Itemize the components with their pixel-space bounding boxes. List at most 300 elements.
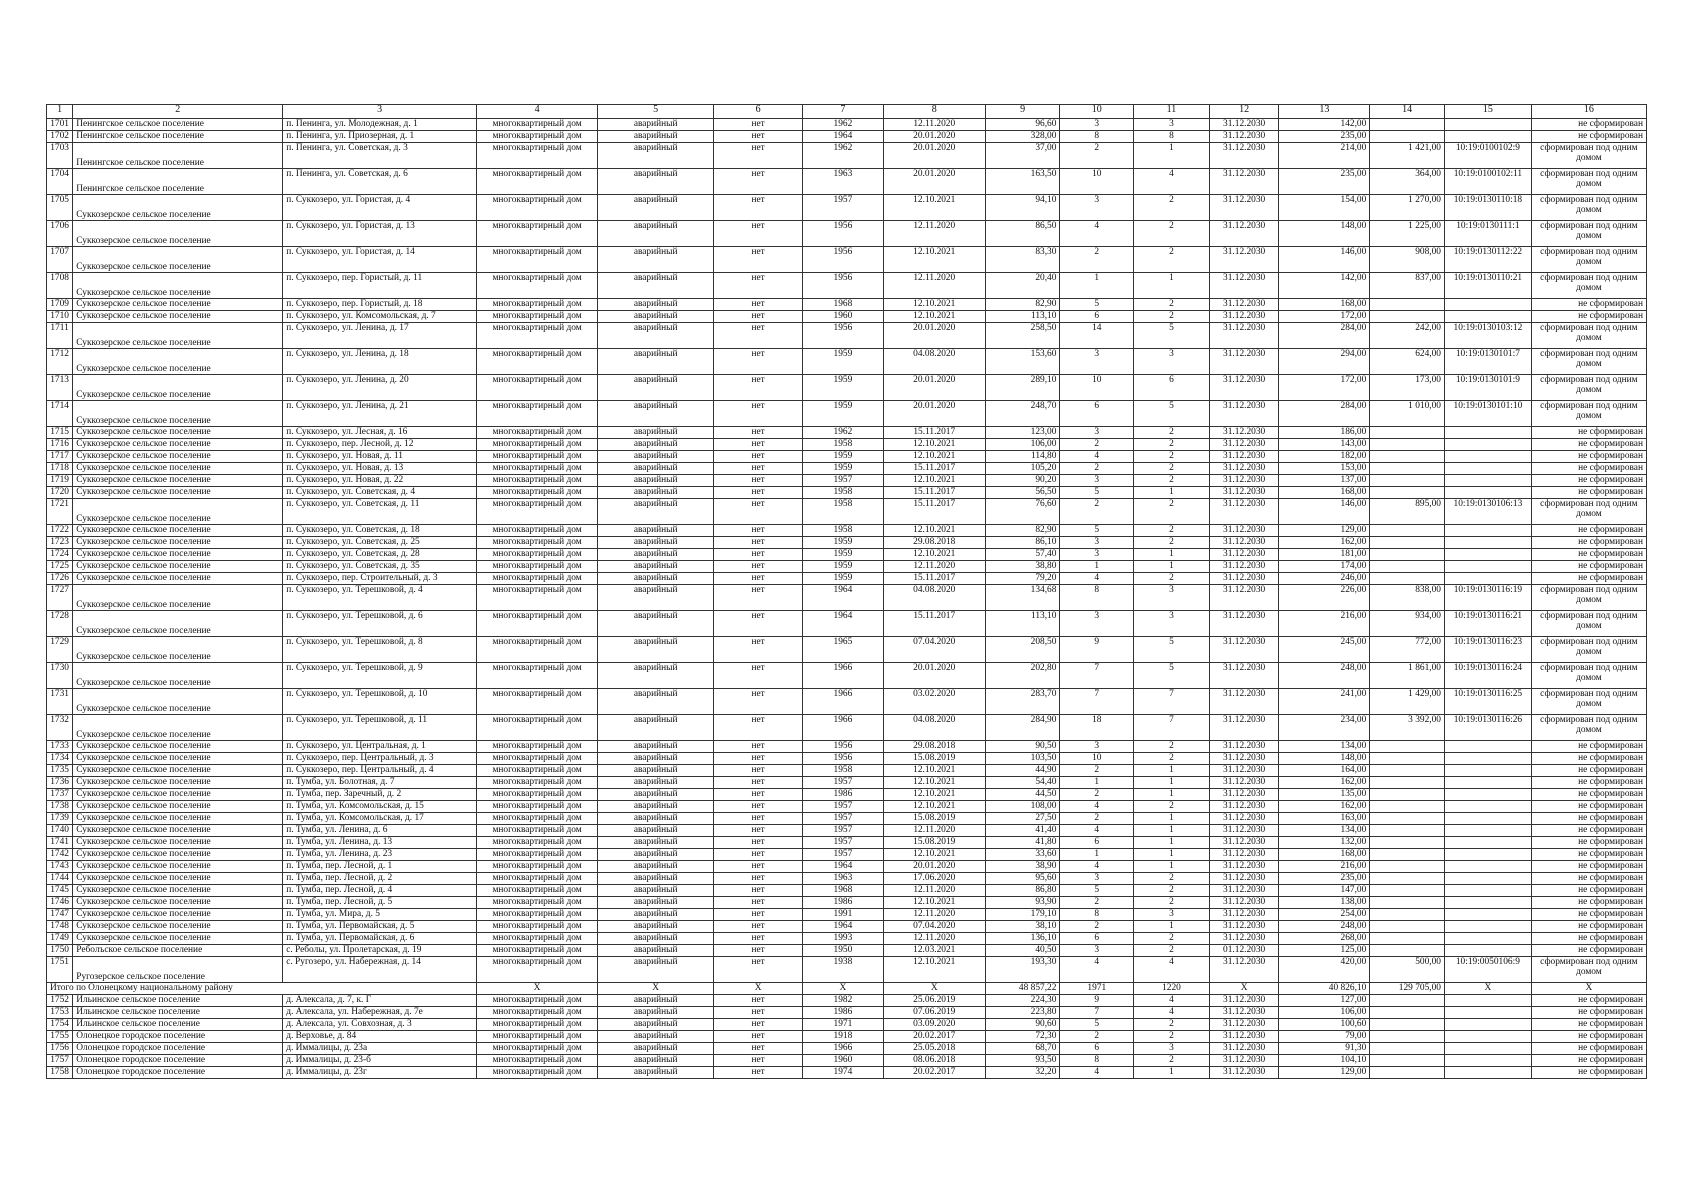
cell-recognition-date: 12.11.2020 (883, 909, 985, 921)
column-number-1: 1 (47, 105, 73, 119)
cell-area: 224,30 (985, 995, 1060, 1007)
cell-flag: нет (714, 451, 803, 463)
cell-row-number: 1752 (47, 995, 73, 1007)
cell-cadastral-number: 10:19:0130116:24 (1444, 663, 1531, 689)
cell-address: д. Алексала, ул. Совхозная, д. 3 (283, 1019, 477, 1031)
cell-building-type: многоквартирный дом (477, 451, 598, 463)
cell-area: 90,50 (985, 741, 1060, 753)
cell-recognition-date: 15.11.2017 (883, 573, 985, 585)
cell-flats: 2 (1134, 753, 1210, 765)
cell-flag: нет (714, 525, 803, 537)
cell-land-status: не сформирован (1531, 825, 1646, 837)
cell-status: аварийный (598, 401, 714, 427)
cell-flag: нет (714, 537, 803, 549)
cell-residents: 4 (1060, 573, 1134, 585)
cell-status: аварийный (598, 119, 714, 131)
cell-flag: нет (714, 323, 803, 349)
cell-flats: 5 (1134, 637, 1210, 663)
cell-settlement: Суккозерское сельское поселение (73, 789, 283, 801)
cell-land-area: 837,00 (1370, 273, 1445, 299)
cell-building-type: многоквартирный дом (477, 885, 598, 897)
cell-cadastral-number (1444, 849, 1531, 861)
table-row (47, 1055, 1647, 1067)
cell-address: п. Суккозеро, ул. Новая, д. 13 (283, 463, 477, 475)
cell-row-number: 1710 (47, 311, 73, 323)
cell-area: 54,40 (985, 777, 1060, 789)
cell-flag: нет (714, 885, 803, 897)
cell-address: п. Суккозеро, ул. Терешковой, д. 11 (283, 715, 477, 741)
cell-land-status: не сформирован (1531, 995, 1646, 1007)
table-row (47, 525, 1647, 537)
cell-address: п. Суккозеро, ул. Терешковой, д. 9 (283, 663, 477, 689)
cell-recognition-date: 12.10.2021 (883, 897, 985, 909)
cell-cadastral-number (1444, 1043, 1531, 1055)
cell-building-type: многоквартирный дом (477, 195, 598, 221)
cell-address: п. Суккозеро, ул. Гористая, д. 4 (283, 195, 477, 221)
cell-address: п. Суккозеро, пер. Гористый, д. 11 (283, 273, 477, 299)
cell-cost: 106,00 (1279, 1007, 1370, 1019)
cell-build-year: 1964 (803, 611, 884, 637)
cell-cadastral-number (1444, 1031, 1531, 1043)
cell-recognition-date: 12.11.2020 (883, 825, 985, 837)
cell-deadline: 31.12.2030 (1209, 143, 1279, 169)
cell-building-type: многоквартирный дом (477, 323, 598, 349)
cell-area: 95,60 (985, 873, 1060, 885)
cell-building-type: многоквартирный дом (477, 463, 598, 475)
cell-address: п. Суккозеро, ул. Гористая, д. 14 (283, 247, 477, 273)
cell-recognition-date: 07.04.2020 (883, 921, 985, 933)
cell-row-number: 1747 (47, 909, 73, 921)
cell-address: п. Суккозеро, ул. Советская, д. 28 (283, 549, 477, 561)
cell-deadline: 31.12.2030 (1209, 463, 1279, 475)
cell-land-status: сформирован под одним домом (1531, 689, 1646, 715)
cell-deadline: 31.12.2030 (1209, 573, 1279, 585)
cell-building-type: многоквартирный дом (477, 169, 598, 195)
cell-flag: нет (714, 487, 803, 499)
cell-status: аварийный (598, 537, 714, 549)
table-body (47, 119, 1647, 1079)
cell-flag: нет (714, 119, 803, 131)
cell-cadastral-number (1444, 475, 1531, 487)
table-row (47, 933, 1647, 945)
cell-area: 284,90 (985, 715, 1060, 741)
cell-building-type: многоквартирный дом (477, 561, 598, 573)
cell-cost: 134,00 (1279, 741, 1370, 753)
table-row (47, 487, 1647, 499)
column-number-11: 11 (1134, 105, 1210, 119)
cell-status: аварийный (598, 897, 714, 909)
cell-cadastral-number (1444, 131, 1531, 143)
cell-area: 41,40 (985, 825, 1060, 837)
cell-settlement: Суккозерское сельское поселение (73, 689, 283, 715)
cell-build-year: 1963 (803, 873, 884, 885)
cell-residents: 2 (1060, 813, 1134, 825)
cell-cadastral-number: 10:19:0100102:11 (1444, 169, 1531, 195)
table-row (47, 753, 1647, 765)
cell-area: 258,50 (985, 323, 1060, 349)
cell-residents: 18 (1060, 715, 1134, 741)
cell-build-year: 1958 (803, 525, 884, 537)
cell-status: аварийный (598, 273, 714, 299)
cell-row-number: 1724 (47, 549, 73, 561)
table-row (47, 611, 1647, 637)
cell-area: 96,60 (985, 119, 1060, 131)
cell-cadastral-number (1444, 311, 1531, 323)
cell-building-type: многоквартирный дом (477, 1055, 598, 1067)
cell-deadline: 31.12.2030 (1209, 909, 1279, 921)
table-row (47, 1043, 1647, 1055)
cell-flag: нет (714, 741, 803, 753)
cell-area: 108,00 (985, 801, 1060, 813)
cell-cost: 153,00 (1279, 463, 1370, 475)
cell-building-type: многоквартирный дом (477, 475, 598, 487)
table-row (47, 573, 1647, 585)
cell-land-status: не сформирован (1531, 1067, 1646, 1079)
cell-land-area (1370, 861, 1445, 873)
cell-build-year: 1968 (803, 885, 884, 897)
total-cell-st: X (598, 983, 714, 995)
cell-building-type: многоквартирный дом (477, 131, 598, 143)
cell-flag: нет (714, 873, 803, 885)
cell-row-number: 1723 (47, 537, 73, 549)
cell-cadastral-number (1444, 753, 1531, 765)
cell-settlement: Суккозерское сельское поселение (73, 349, 283, 375)
cell-deadline: 31.12.2030 (1209, 663, 1279, 689)
cell-build-year: 1957 (803, 825, 884, 837)
cell-flats: 2 (1134, 427, 1210, 439)
cell-cost: 91,30 (1279, 1043, 1370, 1055)
cell-land-status: сформирован под одним домом (1531, 349, 1646, 375)
cell-status: аварийный (598, 689, 714, 715)
cell-cadastral-number: 10:19:0130106:13 (1444, 499, 1531, 525)
cell-land-status: не сформирован (1531, 909, 1646, 921)
cell-flag: нет (714, 273, 803, 299)
column-number-4: 4 (477, 105, 598, 119)
cell-address: д. Иммалицы, д. 23а (283, 1043, 477, 1055)
cell-area: 123,00 (985, 427, 1060, 439)
cell-build-year: 1938 (803, 957, 884, 983)
cell-building-type: многоквартирный дом (477, 549, 598, 561)
column-number-3: 3 (283, 105, 477, 119)
cell-land-status: не сформирован (1531, 813, 1646, 825)
cell-cost: 216,00 (1279, 611, 1370, 637)
cell-land-status: не сформирован (1531, 487, 1646, 499)
cell-deadline: 31.12.2030 (1209, 169, 1279, 195)
cell-deadline: 31.12.2030 (1209, 777, 1279, 789)
cell-settlement: Суккозерское сельское поселение (73, 451, 283, 463)
cell-recognition-date: 20.02.2017 (883, 1067, 985, 1079)
cell-flats: 8 (1134, 131, 1210, 143)
cell-flats: 2 (1134, 885, 1210, 897)
cell-recognition-date: 15.08.2019 (883, 813, 985, 825)
cell-residents: 10 (1060, 753, 1134, 765)
table-row (47, 1019, 1647, 1031)
cell-land-status: не сформирован (1531, 849, 1646, 861)
cell-flats: 1 (1134, 777, 1210, 789)
cell-flag: нет (714, 561, 803, 573)
cell-recognition-date: 12.11.2020 (883, 933, 985, 945)
cell-address: п. Пенинга, ул. Советская, д. 3 (283, 143, 477, 169)
cell-area: 113,10 (985, 611, 1060, 637)
cell-status: аварийный (598, 323, 714, 349)
cell-recognition-date: 29.08.2018 (883, 741, 985, 753)
cell-cost: 172,00 (1279, 375, 1370, 401)
cell-flats: 2 (1134, 463, 1210, 475)
cell-flats: 2 (1134, 1031, 1210, 1043)
cell-recognition-date: 12.10.2021 (883, 439, 985, 451)
cell-address: п. Тумба, ул. Ленина, д. 13 (283, 837, 477, 849)
total-cell-ar: 48 857,22 (985, 983, 1060, 995)
cell-cost: 162,00 (1279, 801, 1370, 813)
cell-row-number: 1734 (47, 753, 73, 765)
cell-land-area (1370, 813, 1445, 825)
cell-cost: 420,00 (1279, 957, 1370, 983)
cell-cadastral-number (1444, 789, 1531, 801)
cell-row-number: 1721 (47, 499, 73, 525)
cell-building-type: многоквартирный дом (477, 765, 598, 777)
cell-recognition-date: 15.08.2019 (883, 837, 985, 849)
cell-area: 153,60 (985, 349, 1060, 375)
cell-cadastral-number: 10:19:0130116:19 (1444, 585, 1531, 611)
cell-row-number: 1705 (47, 195, 73, 221)
cell-address: п. Пенинга, ул. Приозерная, д. 1 (283, 131, 477, 143)
cell-land-status: не сформирован (1531, 537, 1646, 549)
cell-residents: 6 (1060, 401, 1134, 427)
cell-deadline: 31.12.2030 (1209, 451, 1279, 463)
cell-row-number: 1751 (47, 957, 73, 983)
cell-land-status: не сформирован (1531, 873, 1646, 885)
cell-land-area (1370, 573, 1445, 585)
cell-land-area: 1 225,00 (1370, 221, 1445, 247)
cell-build-year: 1958 (803, 499, 884, 525)
cell-build-year: 1962 (803, 119, 884, 131)
cell-status: аварийный (598, 525, 714, 537)
cell-cadastral-number: 10:19:0130110:21 (1444, 273, 1531, 299)
cell-flag: нет (714, 825, 803, 837)
cell-build-year: 1959 (803, 463, 884, 475)
cell-residents: 2 (1060, 439, 1134, 451)
cell-recognition-date: 20.01.2020 (883, 323, 985, 349)
cell-status: аварийный (598, 861, 714, 873)
cell-deadline: 31.12.2030 (1209, 611, 1279, 637)
cell-row-number: 1744 (47, 873, 73, 885)
cell-deadline: 31.12.2030 (1209, 299, 1279, 311)
cell-flats: 2 (1134, 873, 1210, 885)
cell-build-year: 1993 (803, 933, 884, 945)
cell-address: п. Тумба, пер. Лесной, д. 4 (283, 885, 477, 897)
cell-address: п. Суккозеро, ул. Ленина, д. 18 (283, 349, 477, 375)
table-row (47, 475, 1647, 487)
cell-flats: 1 (1134, 561, 1210, 573)
cell-land-area (1370, 885, 1445, 897)
table-row (47, 299, 1647, 311)
cell-cost: 147,00 (1279, 885, 1370, 897)
cell-land-status: сформирован под одним домом (1531, 957, 1646, 983)
cell-land-status: сформирован под одним домом (1531, 169, 1646, 195)
cell-land-area: 364,00 (1370, 169, 1445, 195)
cell-residents: 5 (1060, 299, 1134, 311)
register-sheet (46, 104, 1647, 1079)
cell-land-area (1370, 1019, 1445, 1031)
cell-build-year: 1957 (803, 813, 884, 825)
cell-flats: 7 (1134, 689, 1210, 715)
cell-row-number: 1712 (47, 349, 73, 375)
cell-build-year: 1966 (803, 1043, 884, 1055)
cell-address: с. Реболы, ул. Пролетарская, д. 19 (283, 945, 477, 957)
cell-build-year: 1957 (803, 849, 884, 861)
cell-area: 202,80 (985, 663, 1060, 689)
cell-land-status: сформирован под одним домом (1531, 195, 1646, 221)
cell-status: аварийный (598, 131, 714, 143)
cell-flats: 4 (1134, 957, 1210, 983)
cell-settlement: Олонецкое городское поселение (73, 1031, 283, 1043)
cell-address: п. Суккозеро, ул. Новая, д. 11 (283, 451, 477, 463)
cell-flats: 2 (1134, 933, 1210, 945)
cell-address: п. Суккозеро, ул. Советская, д. 35 (283, 561, 477, 573)
cell-build-year: 1986 (803, 897, 884, 909)
cell-deadline: 31.12.2030 (1209, 499, 1279, 525)
cell-settlement: Ругозерское сельское поселение (73, 957, 283, 983)
cell-address: п. Тумба, пер. Заречный, д. 2 (283, 789, 477, 801)
cell-land-status: сформирован под одним домом (1531, 247, 1646, 273)
cell-build-year: 1960 (803, 1055, 884, 1067)
cell-residents: 4 (1060, 1067, 1134, 1079)
total-cell-c: 40 826,10 (1279, 983, 1370, 995)
cell-row-number: 1702 (47, 131, 73, 143)
cell-row-number: 1732 (47, 715, 73, 741)
cell-cost: 163,00 (1279, 813, 1370, 825)
cell-land-area: 908,00 (1370, 247, 1445, 273)
cell-row-number: 1730 (47, 663, 73, 689)
cell-residents: 5 (1060, 885, 1134, 897)
cell-area: 32,20 (985, 1067, 1060, 1079)
cell-address: п. Суккозеро, ул. Комсомольская, д. 7 (283, 311, 477, 323)
cell-status: аварийный (598, 349, 714, 375)
cell-settlement: Суккозерское сельское поселение (73, 933, 283, 945)
cell-flats: 2 (1134, 537, 1210, 549)
cell-land-status: не сформирован (1531, 439, 1646, 451)
cell-address: с. Ругозеро, ул. Набережная, д. 14 (283, 957, 477, 983)
cell-cadastral-number (1444, 1019, 1531, 1031)
cell-building-type: многоквартирный дом (477, 945, 598, 957)
cell-land-area (1370, 131, 1445, 143)
cell-cadastral-number: 10:19:0130110:18 (1444, 195, 1531, 221)
cell-residents: 1 (1060, 561, 1134, 573)
cell-area: 68,70 (985, 1043, 1060, 1055)
table-row (47, 909, 1647, 921)
cell-flats: 2 (1134, 741, 1210, 753)
cell-cadastral-number (1444, 995, 1531, 1007)
cell-land-area (1370, 1031, 1445, 1043)
cell-status: аварийный (598, 777, 714, 789)
cell-cadastral-number (1444, 921, 1531, 933)
cell-deadline: 31.12.2030 (1209, 995, 1279, 1007)
cell-row-number: 1703 (47, 143, 73, 169)
cell-flats: 3 (1134, 585, 1210, 611)
cell-recognition-date: 15.11.2017 (883, 427, 985, 439)
cell-building-type: многоквартирный дом (477, 849, 598, 861)
cell-building-type: многоквартирный дом (477, 897, 598, 909)
cell-build-year: 1959 (803, 451, 884, 463)
cell-build-year: 1958 (803, 439, 884, 451)
cell-recognition-date: 04.08.2020 (883, 715, 985, 741)
cell-deadline: 31.12.2030 (1209, 221, 1279, 247)
cell-land-status: не сформирован (1531, 897, 1646, 909)
cell-cadastral-number (1444, 561, 1531, 573)
cell-land-area: 173,00 (1370, 375, 1445, 401)
cell-land-status: не сформирован (1531, 463, 1646, 475)
cell-flats: 2 (1134, 311, 1210, 323)
cell-build-year: 1962 (803, 143, 884, 169)
cell-settlement: Суккозерское сельское поселение (73, 487, 283, 499)
cell-area: 57,40 (985, 549, 1060, 561)
cell-flats: 2 (1134, 525, 1210, 537)
cell-status: аварийный (598, 451, 714, 463)
cell-flats: 2 (1134, 475, 1210, 487)
cell-status: аварийный (598, 957, 714, 983)
cell-land-status: сформирован под одним домом (1531, 221, 1646, 247)
cell-deadline: 31.12.2030 (1209, 119, 1279, 131)
cell-residents: 8 (1060, 909, 1134, 921)
cell-build-year: 1958 (803, 765, 884, 777)
cell-flats: 3 (1134, 1043, 1210, 1055)
cell-settlement: Суккозерское сельское поселение (73, 537, 283, 549)
cell-status: аварийный (598, 375, 714, 401)
cell-deadline: 31.12.2030 (1209, 801, 1279, 813)
table-header (47, 105, 1647, 119)
cell-deadline: 31.12.2030 (1209, 349, 1279, 375)
cell-residents: 2 (1060, 463, 1134, 475)
cell-settlement: Суккозерское сельское поселение (73, 525, 283, 537)
column-number-8: 8 (883, 105, 985, 119)
cell-recognition-date: 20.01.2020 (883, 131, 985, 143)
cell-settlement: Ильинское сельское поселение (73, 1007, 283, 1019)
cell-land-area: 895,00 (1370, 499, 1445, 525)
cell-cost: 164,00 (1279, 765, 1370, 777)
cell-flats: 2 (1134, 573, 1210, 585)
cell-row-number: 1729 (47, 637, 73, 663)
cell-flag: нет (714, 499, 803, 525)
cell-address: п. Суккозеро, ул. Новая, д. 22 (283, 475, 477, 487)
cell-land-area (1370, 825, 1445, 837)
cell-build-year: 1957 (803, 777, 884, 789)
cell-flag: нет (714, 427, 803, 439)
cell-flag: нет (714, 131, 803, 143)
cell-cadastral-number (1444, 909, 1531, 921)
cell-flag: нет (714, 813, 803, 825)
cell-deadline: 01.12.2030 (1209, 945, 1279, 957)
cell-residents: 8 (1060, 585, 1134, 611)
table-row (47, 741, 1647, 753)
column-number-15: 15 (1444, 105, 1531, 119)
cell-area: 86,50 (985, 221, 1060, 247)
cell-status: аварийный (598, 837, 714, 849)
table-row (47, 585, 1647, 611)
cell-residents: 3 (1060, 195, 1134, 221)
cell-cadastral-number (1444, 873, 1531, 885)
cell-recognition-date: 12.11.2020 (883, 885, 985, 897)
cell-status: аварийный (598, 849, 714, 861)
cell-land-status: не сформирован (1531, 1019, 1646, 1031)
cell-cadastral-number: 10:19:0100102:9 (1444, 143, 1531, 169)
cell-status: аварийный (598, 1007, 714, 1019)
cell-land-area (1370, 537, 1445, 549)
cell-flats: 1 (1134, 765, 1210, 777)
table-row (47, 1067, 1647, 1079)
cell-recognition-date: 12.10.2021 (883, 777, 985, 789)
cell-flag: нет (714, 1031, 803, 1043)
cell-flats: 1 (1134, 487, 1210, 499)
